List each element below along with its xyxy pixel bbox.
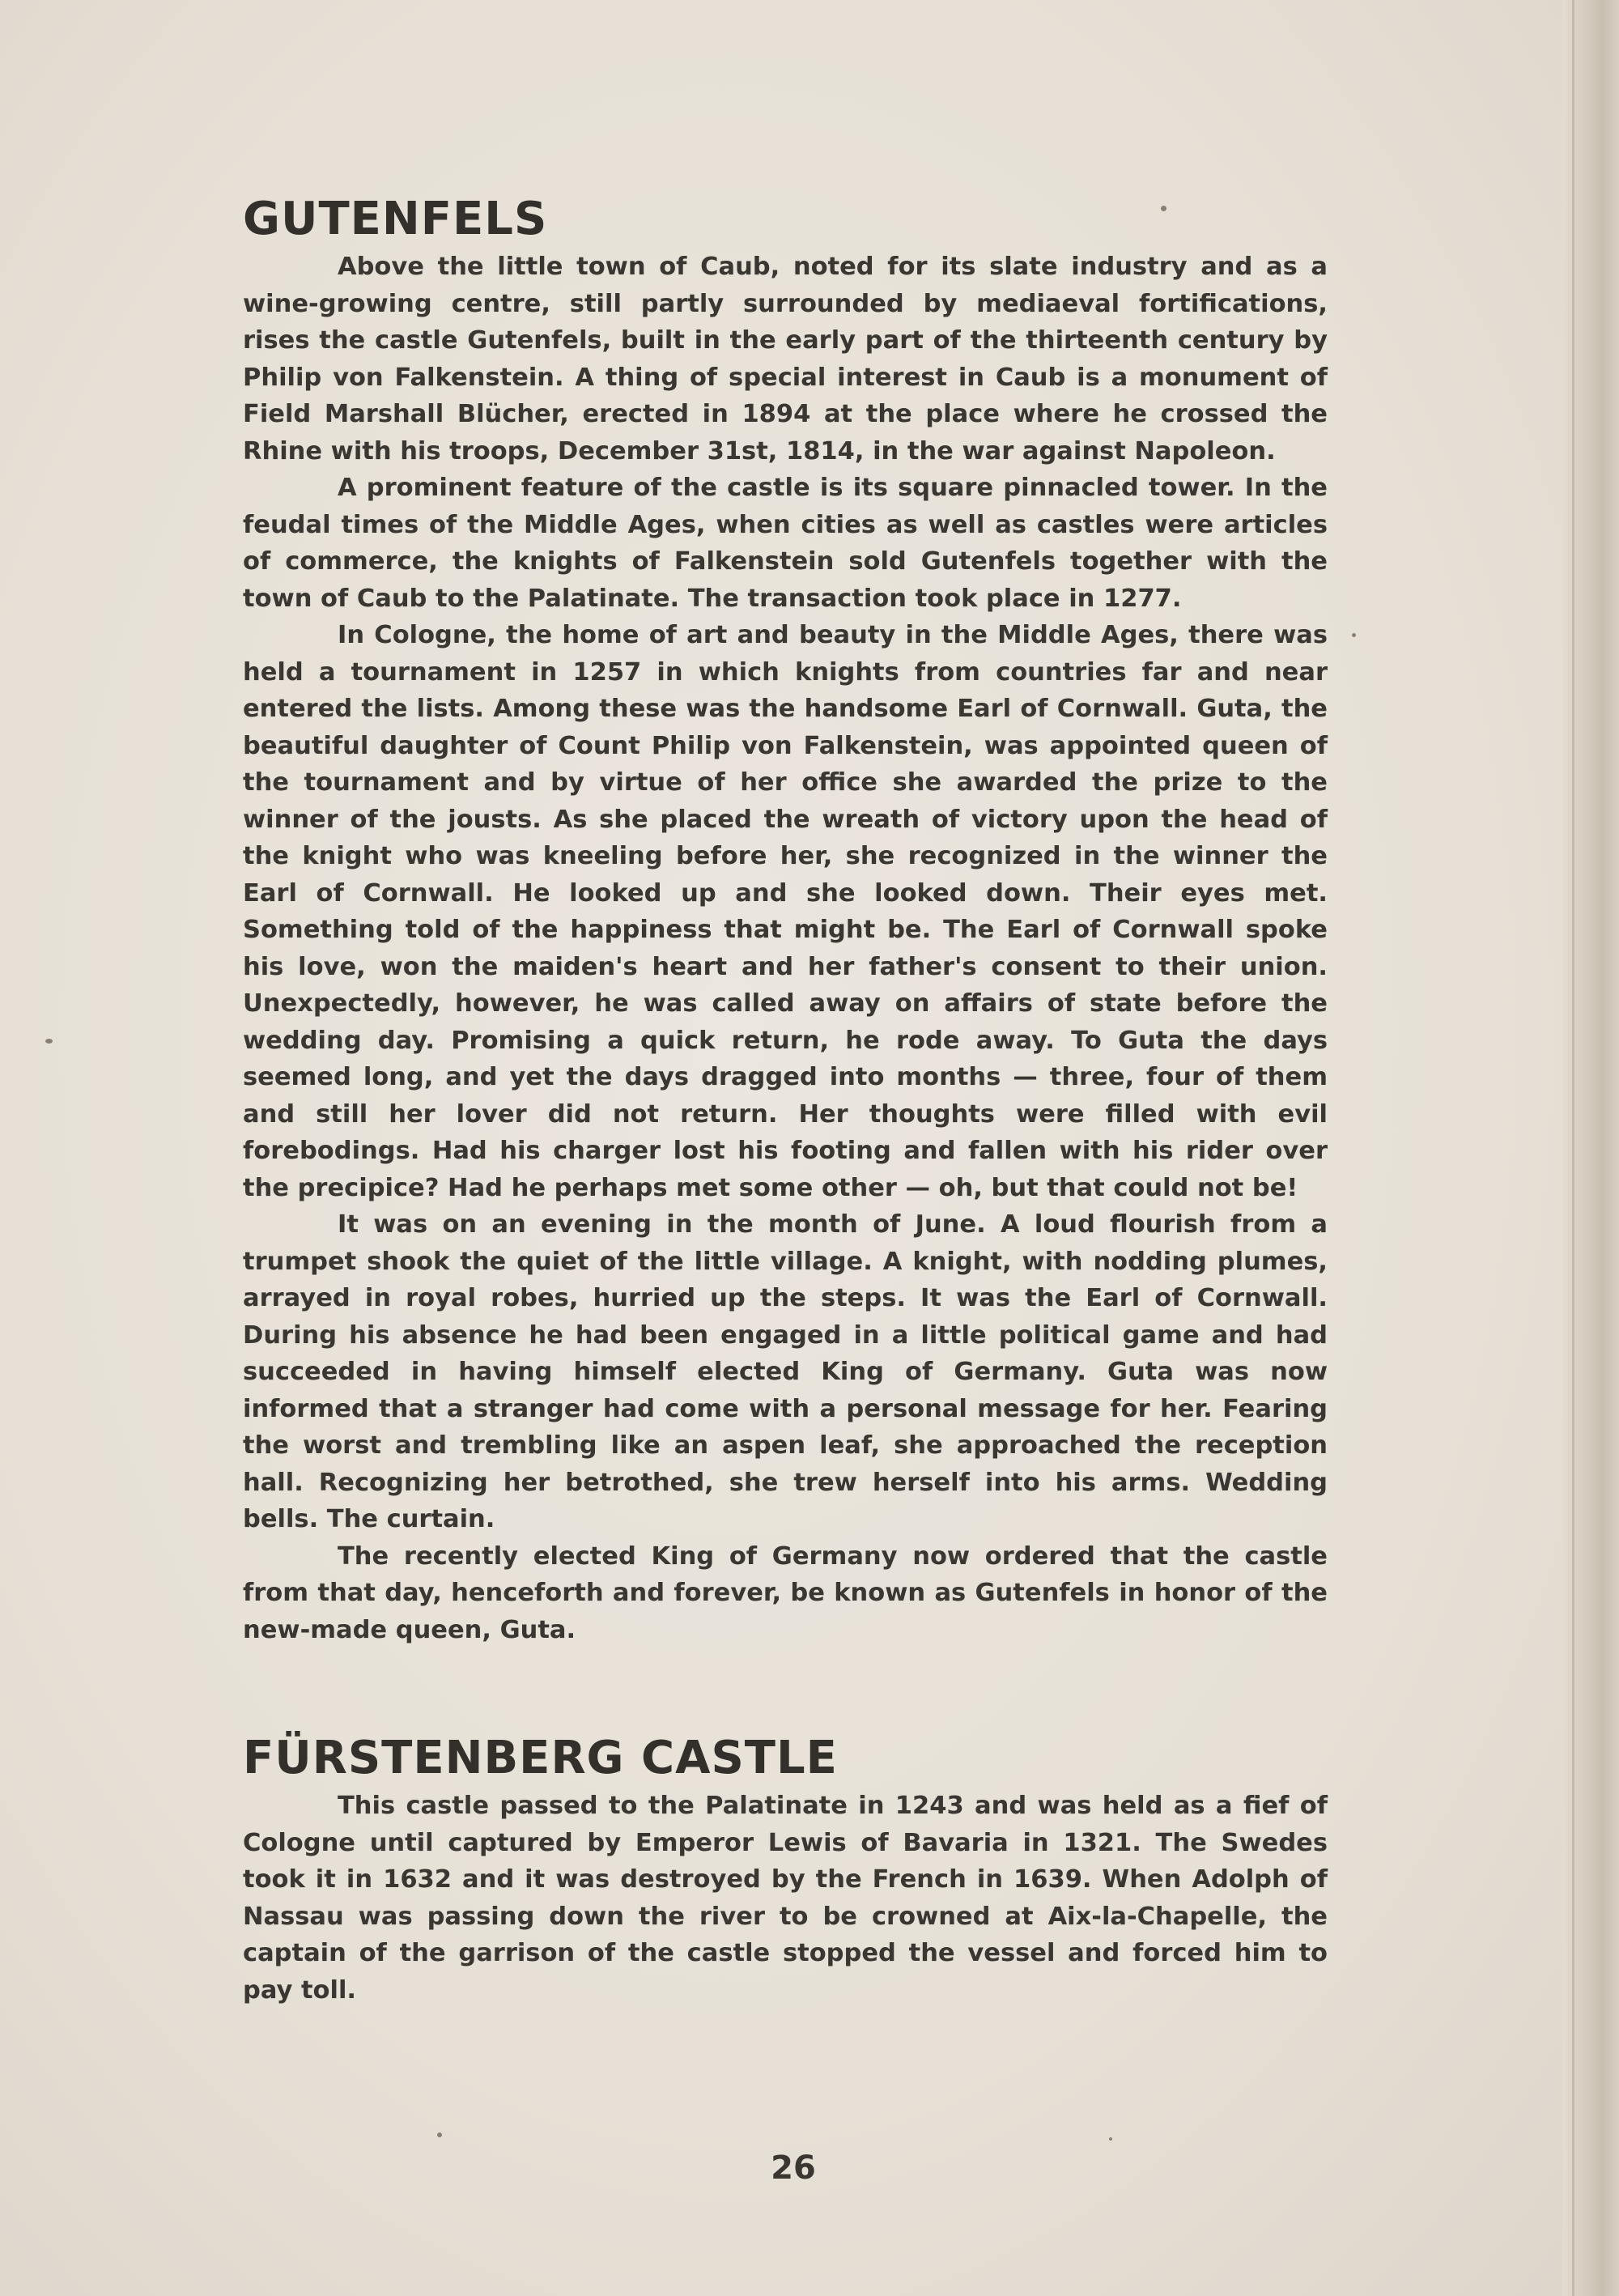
paragraph: It was on an evening in the month of June. A loud flourish from a trumpet shook the quiet of the little village. A knight, with nodding plumes, arrayed in royal robes, hurried up the steps. It was the Earl of Cornwall. During his absence he had been engaged in a little political game and had succeeded in having himself elected King of Germany. Guta was now informed that a stranger had come with a personal message for her. Fearing the worst and trembling like an aspen leaf, she approached the reception hall. Recognizing her betrothed, she trew herself into his arms. Wedding bells. The curtain.: [243, 1210, 1328, 1533]
book-spine-shadow: [1562, 0, 1619, 2296]
paragraph: This castle passed to the Palatinate in 1243 and was held as a fief of Cologne until captured by Emperor Lewis of Bavaria in 1321. The Swedes took it in 1632 and it was destroyed by the French in 1639. When Adolph of Nassau was passing down the river to be crowned at Aix-la-Chapelle, the captain of the garrison of the castle stopped the vessel and forced him to pay toll.: [243, 1792, 1328, 2005]
paragraph: In Cologne, the home of art and beauty in the Middle Ages, there was held a tournament in 1257 in which knights from countries far and near entered the lists. Among these was the handsome Earl of Cornwall. Guta, the beautiful daughter of Count Philip von Falkenstein, was appointed queen of the tournament and by virtue of her office she awarded the prize to the winner of the jousts. As she placed the wreath of victory upon the head of the knight who was kneeling before her, she recognized in the winner the Earl of Cornwall. He looked up and she looked down. Their eyes met. Something told of the happiness that might be. The Earl of Cornwall spoke his love, won the maiden's heart and her father's consent to their union. Unexpectedly, however, he was called away on affairs of state before the wedding day. Promising a quick return, he rode away. To Guta the days seemed long, and yet the days dragged into months — three, four of them and still her lover did not return. Her thoughts were filled with evil forebodings. Had his charger lost his footing and fallen with his rider over the precipice? Had he perhaps met some other — oh, but that could not be!: [243, 621, 1328, 1202]
paragraph: Above the little town of Caub, noted for its slate industry and as a wine-growing centre, still partly surrounded by mediaeval fortifications, rises the castle Gutenfels, built in the early part of the thirteenth century by Philip von Falkenstein. A thing of special interest in Caub is a monument of Field Marshall Blücher, erected in 1894 at the place where he crossed the Rhine with his troops, December 31st, 1814, in the war against Napoleon.: [243, 253, 1328, 466]
page-number: 26: [771, 2149, 816, 2187]
paragraph: The recently elected King of Germany now ordered that the castle from that day, henceforth and forever, be known as Gutenfels in honor of the new-made queen, Guta.: [243, 1541, 1328, 1644]
section-gutenfels: [243, 190, 1328, 1648]
section-spacer: [243, 1648, 1328, 1729]
paper-speck: [1109, 2137, 1112, 2141]
section-title: FÜRSTENBERG CASTLE: [243, 1732, 838, 1784]
book-spine-fold: [1572, 0, 1574, 2296]
paragraph: A prominent feature of the castle is its square pinnacled tower. In the feudal times of the Middle Ages, when cities as well as castles were articles of commerce, the knights of Falkenstein sold Gutenfels together with the town of Caub to the Palatinate. The transaction took place in 1277.: [243, 474, 1328, 613]
paper-speck: [437, 2132, 442, 2137]
section-title: GUTENFELS: [243, 193, 548, 245]
paper-speck: [45, 1039, 53, 1044]
paper-speck: [1352, 633, 1356, 637]
page-content: [243, 190, 1328, 2009]
section-fuerstenberg-castle: [243, 1729, 1328, 2009]
